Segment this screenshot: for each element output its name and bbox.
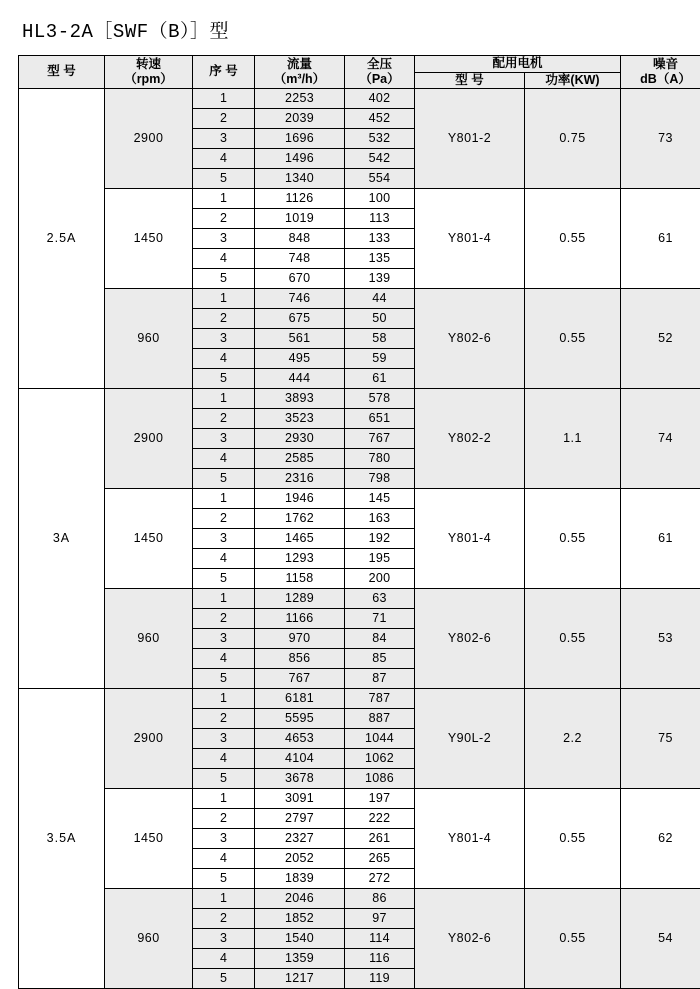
cell-flow: 1293	[255, 549, 345, 569]
table-header	[19, 56, 700, 89]
cell-motor-power: 0.55	[525, 489, 621, 589]
cell-flow: 6181	[255, 689, 345, 709]
cell-pressure: 61	[345, 369, 415, 389]
table-body	[19, 89, 700, 989]
table-row	[19, 289, 700, 309]
cell-motor-model: Y802-2	[415, 389, 525, 489]
cell-pressure: 222	[345, 809, 415, 829]
column-header-flow-line1: 流量	[255, 57, 344, 73]
cell-motor-power: 0.75	[525, 89, 621, 189]
cell-pressure: 44	[345, 289, 415, 309]
cell-index: 5	[193, 269, 255, 289]
table-row	[19, 889, 700, 909]
cell-pressure: 887	[345, 709, 415, 729]
cell-index: 2	[193, 209, 255, 229]
cell-pressure: 272	[345, 869, 415, 889]
cell-motor-model: Y801-4	[415, 189, 525, 289]
cell-motor-model: Y801-4	[415, 789, 525, 889]
cell-pressure: 578	[345, 389, 415, 409]
cell-flow: 970	[255, 629, 345, 649]
cell-index: 4	[193, 749, 255, 769]
cell-pressure: 133	[345, 229, 415, 249]
cell-index: 3	[193, 329, 255, 349]
cell-index: 4	[193, 949, 255, 969]
cell-index: 1	[193, 289, 255, 309]
cell-index: 4	[193, 249, 255, 269]
table-row	[19, 489, 700, 509]
table-row	[19, 189, 700, 209]
cell-noise: 73	[621, 89, 700, 189]
cell-flow: 767	[255, 669, 345, 689]
cell-flow: 3678	[255, 769, 345, 789]
cell-pressure: 87	[345, 669, 415, 689]
cell-flow: 1217	[255, 969, 345, 989]
cell-motor-model: Y802-6	[415, 889, 525, 989]
cell-flow: 2930	[255, 429, 345, 449]
cell-flow: 4104	[255, 749, 345, 769]
cell-pressure: 200	[345, 569, 415, 589]
cell-index: 4	[193, 149, 255, 169]
cell-pressure: 197	[345, 789, 415, 809]
column-header-pressure-line2: （Pa）	[345, 72, 414, 88]
column-header-motor-power: 功率(KW)	[525, 72, 621, 89]
cell-noise: 74	[621, 389, 700, 489]
cell-pressure: 139	[345, 269, 415, 289]
cell-flow: 495	[255, 349, 345, 369]
cell-rpm: 2900	[105, 689, 193, 789]
cell-flow: 1852	[255, 909, 345, 929]
cell-motor-model: Y802-6	[415, 589, 525, 689]
cell-flow: 1696	[255, 129, 345, 149]
cell-flow: 5595	[255, 709, 345, 729]
column-header-motor-model: 型 号	[415, 72, 525, 89]
cell-pressure: 542	[345, 149, 415, 169]
cell-pressure: 798	[345, 469, 415, 489]
cell-flow: 746	[255, 289, 345, 309]
cell-index: 5	[193, 569, 255, 589]
cell-pressure: 195	[345, 549, 415, 569]
cell-pressure: 58	[345, 329, 415, 349]
cell-rpm: 1450	[105, 789, 193, 889]
cell-flow: 1839	[255, 869, 345, 889]
column-header-noise-line1: 噪音	[621, 57, 700, 73]
cell-pressure: 135	[345, 249, 415, 269]
cell-pressure: 113	[345, 209, 415, 229]
column-header-noise	[621, 56, 700, 89]
cell-index: 3	[193, 229, 255, 249]
cell-model: 2.5A	[19, 89, 105, 389]
cell-index: 5	[193, 369, 255, 389]
cell-flow: 2046	[255, 889, 345, 909]
cell-pressure: 85	[345, 649, 415, 669]
cell-pressure: 145	[345, 489, 415, 509]
cell-noise: 52	[621, 289, 700, 389]
cell-motor-power: 0.55	[525, 889, 621, 989]
cell-index: 3	[193, 529, 255, 549]
cell-index: 2	[193, 609, 255, 629]
cell-noise: 53	[621, 589, 700, 689]
cell-pressure: 119	[345, 969, 415, 989]
cell-pressure: 452	[345, 109, 415, 129]
cell-pressure: 63	[345, 589, 415, 609]
cell-rpm: 960	[105, 589, 193, 689]
column-header-flow-line2: （m³/h）	[255, 72, 344, 88]
cell-flow: 1126	[255, 189, 345, 209]
cell-noise: 54	[621, 889, 700, 989]
fan-specification-table	[18, 55, 700, 989]
cell-index: 5	[193, 869, 255, 889]
cell-index: 5	[193, 969, 255, 989]
column-header-motor-group: 配用电机	[415, 56, 621, 73]
cell-pressure: 116	[345, 949, 415, 969]
cell-index: 5	[193, 669, 255, 689]
cell-index: 5	[193, 769, 255, 789]
cell-pressure: 192	[345, 529, 415, 549]
cell-flow: 444	[255, 369, 345, 389]
cell-pressure: 84	[345, 629, 415, 649]
cell-flow: 1019	[255, 209, 345, 229]
cell-index: 1	[193, 389, 255, 409]
cell-pressure: 780	[345, 449, 415, 469]
cell-pressure: 1086	[345, 769, 415, 789]
cell-motor-power: 0.55	[525, 589, 621, 689]
cell-index: 1	[193, 789, 255, 809]
cell-index: 2	[193, 509, 255, 529]
cell-pressure: 265	[345, 849, 415, 869]
cell-flow: 2316	[255, 469, 345, 489]
cell-motor-power: 0.55	[525, 189, 621, 289]
cell-index: 4	[193, 849, 255, 869]
cell-index: 3	[193, 729, 255, 749]
cell-pressure: 1044	[345, 729, 415, 749]
column-header-index: 序 号	[193, 56, 255, 89]
cell-rpm: 1450	[105, 489, 193, 589]
cell-pressure: 651	[345, 409, 415, 429]
cell-noise: 61	[621, 489, 700, 589]
column-header-rpm-line2: （rpm）	[105, 72, 192, 88]
cell-index: 1	[193, 89, 255, 109]
cell-flow: 670	[255, 269, 345, 289]
cell-index: 2	[193, 909, 255, 929]
cell-index: 2	[193, 109, 255, 129]
cell-pressure: 59	[345, 349, 415, 369]
cell-rpm: 960	[105, 889, 193, 989]
cell-index: 4	[193, 649, 255, 669]
table-row	[19, 789, 700, 809]
cell-flow: 1166	[255, 609, 345, 629]
cell-noise: 62	[621, 789, 700, 889]
cell-model: 3.5A	[19, 689, 105, 989]
cell-index: 4	[193, 349, 255, 369]
cell-pressure: 532	[345, 129, 415, 149]
cell-flow: 748	[255, 249, 345, 269]
cell-flow: 3523	[255, 409, 345, 429]
table-row	[19, 589, 700, 609]
cell-flow: 561	[255, 329, 345, 349]
cell-motor-power: 2.2	[525, 689, 621, 789]
cell-flow: 2797	[255, 809, 345, 829]
cell-flow: 856	[255, 649, 345, 669]
cell-rpm: 1450	[105, 189, 193, 289]
cell-flow: 3893	[255, 389, 345, 409]
cell-flow: 1359	[255, 949, 345, 969]
cell-flow: 1496	[255, 149, 345, 169]
cell-pressure: 402	[345, 89, 415, 109]
cell-index: 2	[193, 409, 255, 429]
column-header-pressure-line1: 全压	[345, 57, 414, 73]
cell-index: 3	[193, 929, 255, 949]
cell-flow: 1158	[255, 569, 345, 589]
cell-flow: 1946	[255, 489, 345, 509]
cell-pressure: 554	[345, 169, 415, 189]
cell-motor-power: 0.55	[525, 789, 621, 889]
cell-index: 3	[193, 129, 255, 149]
cell-rpm: 2900	[105, 89, 193, 189]
cell-flow: 675	[255, 309, 345, 329]
cell-flow: 1540	[255, 929, 345, 949]
cell-index: 2	[193, 309, 255, 329]
column-header-model: 型 号	[19, 56, 105, 89]
cell-index: 4	[193, 449, 255, 469]
cell-flow: 2052	[255, 849, 345, 869]
cell-flow: 2039	[255, 109, 345, 129]
cell-index: 1	[193, 689, 255, 709]
cell-flow: 848	[255, 229, 345, 249]
cell-index: 2	[193, 709, 255, 729]
cell-index: 1	[193, 589, 255, 609]
cell-motor-model: Y801-4	[415, 489, 525, 589]
cell-flow: 1289	[255, 589, 345, 609]
cell-index: 4	[193, 549, 255, 569]
cell-rpm: 960	[105, 289, 193, 389]
cell-motor-model: Y802-6	[415, 289, 525, 389]
cell-index: 1	[193, 889, 255, 909]
cell-pressure: 50	[345, 309, 415, 329]
cell-index: 2	[193, 809, 255, 829]
cell-pressure: 787	[345, 689, 415, 709]
cell-pressure: 767	[345, 429, 415, 449]
cell-motor-model: Y801-2	[415, 89, 525, 189]
column-header-noise-line2: dB（A）	[621, 72, 700, 88]
cell-index: 5	[193, 469, 255, 489]
table-row	[19, 389, 700, 409]
cell-pressure: 86	[345, 889, 415, 909]
cell-noise: 75	[621, 689, 700, 789]
page-title: HL3-2A［SWF（B）］型	[22, 16, 686, 43]
cell-flow: 2327	[255, 829, 345, 849]
header-row-1	[19, 56, 700, 73]
column-header-pressure	[345, 56, 415, 89]
cell-flow: 4653	[255, 729, 345, 749]
cell-flow: 2585	[255, 449, 345, 469]
cell-index: 3	[193, 429, 255, 449]
cell-pressure: 114	[345, 929, 415, 949]
column-header-rpm	[105, 56, 193, 89]
cell-pressure: 261	[345, 829, 415, 849]
cell-motor-power: 0.55	[525, 289, 621, 389]
cell-index: 1	[193, 189, 255, 209]
cell-pressure: 100	[345, 189, 415, 209]
cell-motor-power: 1.1	[525, 389, 621, 489]
cell-flow: 1340	[255, 169, 345, 189]
cell-pressure: 163	[345, 509, 415, 529]
column-header-rpm-line1: 转速	[105, 57, 192, 73]
cell-model: 3A	[19, 389, 105, 689]
cell-noise: 61	[621, 189, 700, 289]
table-row	[19, 89, 700, 109]
cell-index: 5	[193, 169, 255, 189]
cell-index: 1	[193, 489, 255, 509]
cell-rpm: 2900	[105, 389, 193, 489]
cell-flow: 1465	[255, 529, 345, 549]
cell-pressure: 97	[345, 909, 415, 929]
cell-flow: 3091	[255, 789, 345, 809]
column-header-flow	[255, 56, 345, 89]
table-row	[19, 689, 700, 709]
cell-index: 3	[193, 829, 255, 849]
cell-index: 3	[193, 629, 255, 649]
cell-flow: 2253	[255, 89, 345, 109]
cell-motor-model: Y90L-2	[415, 689, 525, 789]
cell-flow: 1762	[255, 509, 345, 529]
cell-pressure: 1062	[345, 749, 415, 769]
cell-pressure: 71	[345, 609, 415, 629]
